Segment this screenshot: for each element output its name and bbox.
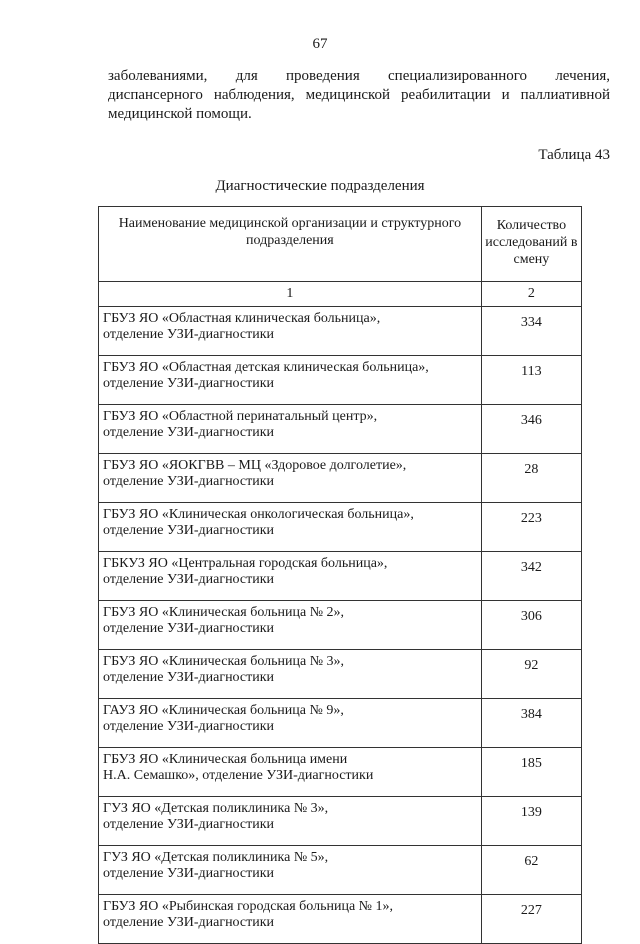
count-cell: 334 (481, 307, 581, 356)
organization-cell (99, 650, 482, 699)
organization-cell (99, 846, 482, 895)
organization-name-line-2: отделение УЗИ-диагностики (103, 866, 275, 881)
organization-cell (99, 552, 482, 601)
organization-name-line-2: отделение УЗИ-диагностики (103, 817, 275, 832)
table-row (99, 895, 582, 944)
organization-name-line-1: ГБУЗ ЯО «Клиническая больница № 3», (103, 654, 345, 669)
count-cell: 28 (481, 454, 581, 503)
count-cell: 227 (481, 895, 581, 944)
count-cell: 92 (481, 650, 581, 699)
organization-name-line-2: отделение УЗИ-диагностики (103, 474, 275, 489)
organization-name-line-2: отделение УЗИ-диагностики (103, 915, 275, 930)
organization-name-line-1: ГБУЗ ЯО «ЯОКГВВ – МЦ «Здоровое долголетие», (103, 458, 407, 473)
intro-line-3: медицинской помощи. (108, 106, 252, 122)
organization-name-line-1: ГБКУЗ ЯО «Центральная городская больница», (103, 556, 388, 571)
column-number-2: 2 (481, 282, 581, 307)
table-header-row (99, 207, 582, 282)
organization-name-line-2: отделение УЗИ-диагностики (103, 572, 275, 587)
organization-cell (99, 307, 482, 356)
organization-name-line-1: ГБУЗ ЯО «Областная детская клиническая больница», (103, 360, 429, 375)
intro-line-1: заболеваниями, для проведения специализированного лечения, (108, 68, 610, 84)
count-cell: 139 (481, 797, 581, 846)
table-row (99, 405, 582, 454)
organization-cell (99, 895, 482, 944)
organization-name-line-1: ГБУЗ ЯО «Областной перинатальный центр», (103, 409, 378, 424)
organization-name-line-1: ГУЗ ЯО «Детская поликлиника № 5», (103, 850, 329, 865)
organization-name-line-1: ГБУЗ ЯО «Рыбинская городская больница № 1», (103, 899, 394, 914)
table-row (99, 503, 582, 552)
organization-name-line-1: ГБУЗ ЯО «Клиническая больница № 2», (103, 605, 345, 620)
intro-line-2: диспансерного наблюдения, медицинской реабилитации и паллиативной (108, 87, 610, 103)
table-row (99, 797, 582, 846)
organization-cell (99, 748, 482, 797)
count-cell: 62 (481, 846, 581, 895)
organization-name-line-2: отделение УЗИ-диагностики (103, 327, 275, 342)
table-row (99, 846, 582, 895)
count-cell: 342 (481, 552, 581, 601)
organization-name-line-2: Н.А. Семашко», отделение УЗИ-диагностики (103, 768, 374, 783)
organization-name-line-2: отделение УЗИ-диагностики (103, 425, 275, 440)
table-row (99, 748, 582, 797)
table-label: Таблица 43 (538, 147, 610, 163)
organization-cell (99, 356, 482, 405)
organization-name-line-1: ГАУЗ ЯО «Клиническая больница № 9», (103, 703, 344, 718)
header-organization: Наименование медицинской организации и структурного подразделения (99, 207, 482, 282)
organization-cell (99, 503, 482, 552)
organization-name-line-1: ГБУЗ ЯО «Клиническая больница имени (103, 752, 348, 767)
organization-name-line-2: отделение УЗИ-диагностики (103, 376, 275, 391)
organization-name-line-1: ГУЗ ЯО «Детская поликлиника № 3», (103, 801, 329, 816)
organization-name-line-1: ГБУЗ ЯО «Областная клиническая больница», (103, 311, 381, 326)
organization-cell (99, 699, 482, 748)
organization-name-line-2: отделение УЗИ-диагностики (103, 670, 275, 685)
count-cell: 384 (481, 699, 581, 748)
organization-name-line-2: отделение УЗИ-диагностики (103, 621, 275, 636)
organization-cell (99, 454, 482, 503)
table-row (99, 307, 582, 356)
count-cell: 346 (481, 405, 581, 454)
header-count: Количество исследований в смену (481, 207, 581, 282)
column-number-1: 1 (99, 282, 482, 307)
organization-cell (99, 405, 482, 454)
organization-name-line-2: отделение УЗИ-диагностики (103, 719, 275, 734)
diagnostic-units-table (98, 206, 582, 944)
organization-cell (99, 601, 482, 650)
count-cell: 113 (481, 356, 581, 405)
count-cell: 306 (481, 601, 581, 650)
intro-paragraph (108, 67, 610, 124)
organization-name-line-1: ГБУЗ ЯО «Клиническая онкологическая больница», (103, 507, 414, 522)
page-number: 67 (312, 36, 328, 52)
organization-name-line-2: отделение УЗИ-диагностики (103, 523, 275, 538)
table-row (99, 601, 582, 650)
table-row (99, 650, 582, 699)
column-number-row (99, 282, 582, 307)
table-title: Диагностические подразделения (215, 178, 425, 194)
organization-cell (99, 797, 482, 846)
table-row (99, 454, 582, 503)
count-cell: 223 (481, 503, 581, 552)
table-row (99, 552, 582, 601)
table-row (99, 356, 582, 405)
table-row (99, 699, 582, 748)
count-cell: 185 (481, 748, 581, 797)
